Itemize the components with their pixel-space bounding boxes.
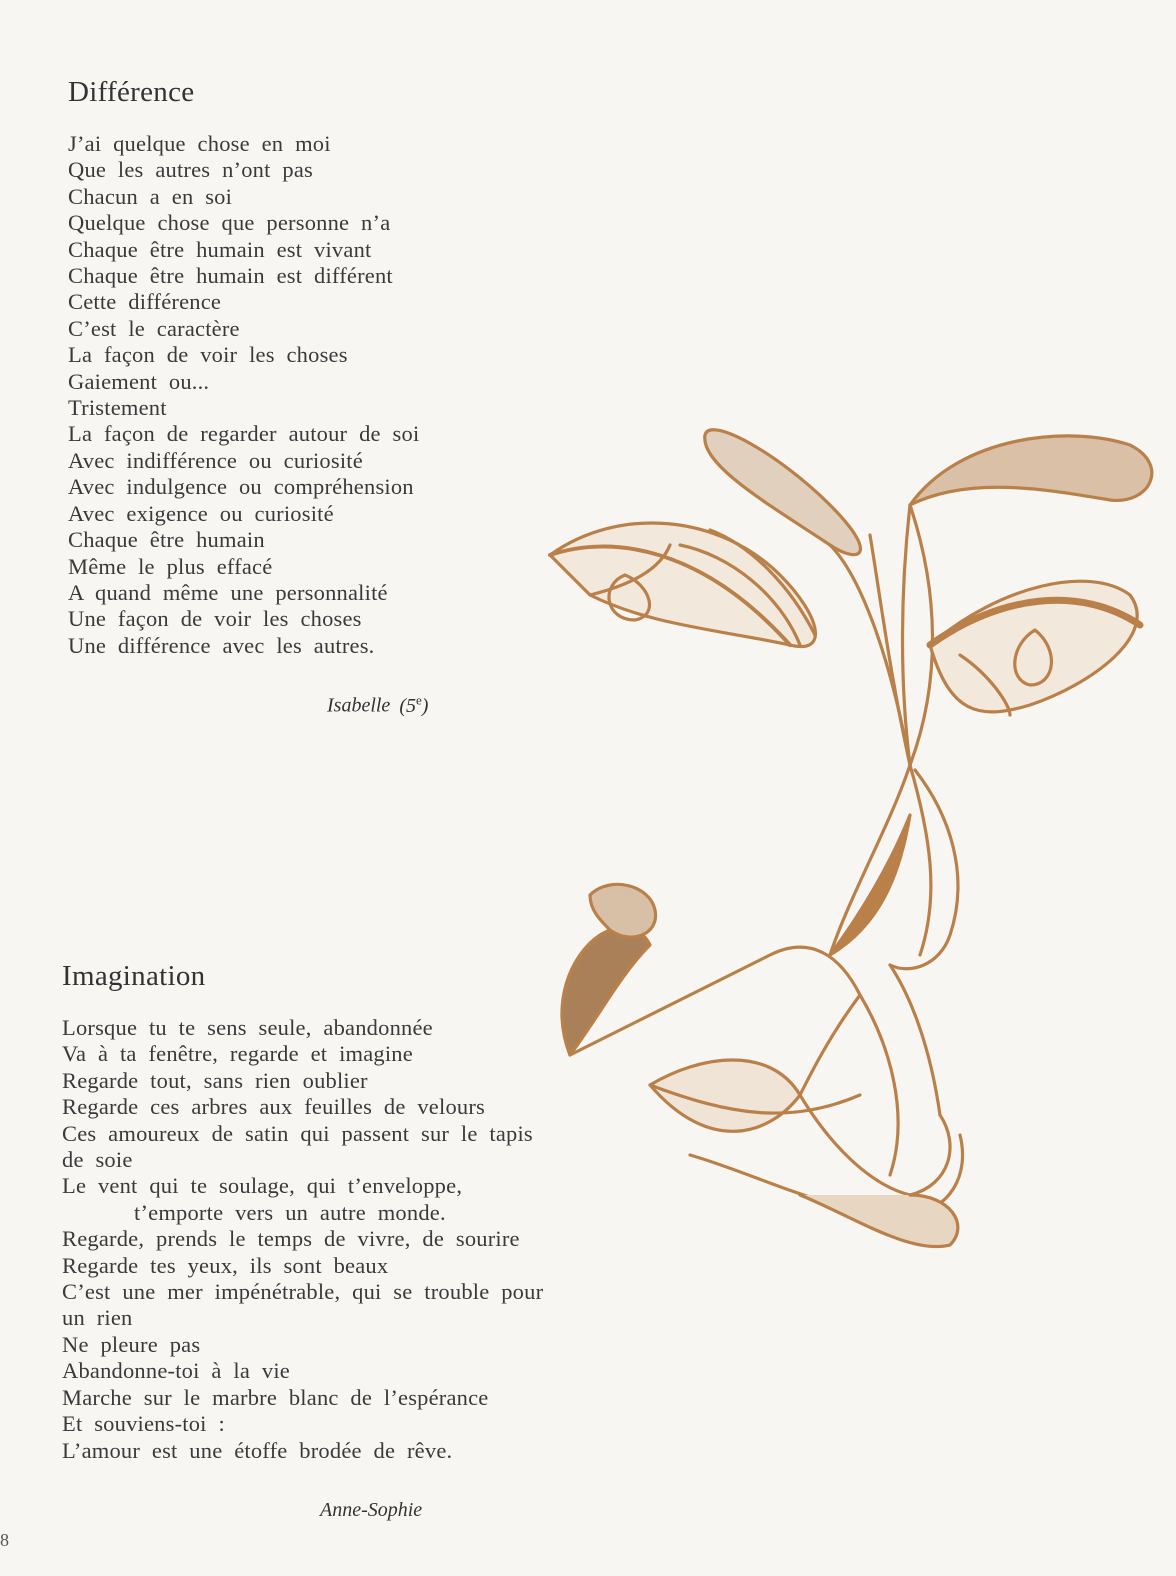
- poem-line: Que les autres n’ont pas: [68, 157, 313, 183]
- curl-end: [590, 884, 656, 937]
- poem-line: Regarde tout, sans rien oublier: [62, 1067, 368, 1093]
- poem-line: La façon de voir les choses: [68, 342, 348, 368]
- poem-line: de soie: [62, 1147, 133, 1173]
- poem-line: Regarde, prends le temps de vivre, de sourire: [62, 1226, 520, 1252]
- poem-line: La façon de regarder autour de soi: [68, 421, 420, 447]
- poem-line: Chaque être humain: [68, 527, 265, 553]
- poem-line: Et souviens-toi :: [62, 1411, 225, 1437]
- poem-author: Anne-Sophie: [320, 1499, 423, 1521]
- poem-line: Une façon de voir les choses: [68, 606, 362, 632]
- poem-line: Tristement: [68, 395, 167, 421]
- poem-line: J’ai quelque chose en moi: [68, 131, 331, 156]
- poem-line: Avec indifférence ou curiosité: [68, 447, 363, 473]
- poem-line: Regarde ces arbres aux feuilles de velours: [62, 1094, 485, 1120]
- face-illustration: [530, 395, 1176, 1295]
- poem-line: Ces amoureux de satin qui passent sur le tapis: [62, 1120, 533, 1146]
- poem-line: Regarde tes yeux, ils sont beaux: [62, 1252, 389, 1278]
- author-name: Isabelle: [327, 694, 391, 717]
- poem-line: Avec exigence ou curiosité: [68, 500, 334, 526]
- poem-line: Gaiement ou...: [68, 368, 210, 394]
- poem-line: Même le plus effacé: [68, 553, 273, 579]
- petal-shape: [910, 436, 1152, 505]
- poem-line: Avec indulgence ou compréhension: [68, 474, 414, 500]
- poem-title: Imagination: [62, 960, 206, 992]
- poem-line: Abandonne-toi à la vie: [62, 1358, 290, 1384]
- petal-shape: [705, 430, 861, 555]
- poem-line: Le vent qui te soulage, qui t’enveloppe,: [62, 1173, 463, 1199]
- poem-line: A quand même une personnalité: [68, 579, 388, 605]
- poem-line: L’amour est une étoffe brodée de rêve.: [62, 1437, 453, 1463]
- chin-shape: [800, 1195, 958, 1247]
- page-number: 8: [0, 1530, 9, 1550]
- poem-line: Chaque être humain est différent: [68, 263, 393, 289]
- author-grade: (5e): [399, 692, 429, 717]
- mouth-shape: [650, 1060, 800, 1131]
- poem-difference: [68, 76, 588, 659]
- poem-author: [327, 692, 428, 718]
- poem-title: Différence: [68, 76, 195, 108]
- poem-lines: [68, 131, 588, 659]
- nose-shape: [830, 815, 910, 955]
- poem-line: Cette différence: [68, 289, 222, 315]
- poem-line: C’est une mer impénétrable, qui se trouble pour: [62, 1279, 544, 1305]
- poem-line: Lorsque tu te sens seule, abandonnée: [62, 1015, 433, 1040]
- poem-line: t’emporte vers un autre monde.: [134, 1199, 446, 1225]
- poem-line: Chacun a en soi: [68, 183, 233, 209]
- poem-line: Chaque être humain est vivant: [68, 236, 372, 262]
- poem-line: un rien: [62, 1305, 133, 1331]
- poem-line: Va à ta fenêtre, regarde et imagine: [62, 1041, 413, 1067]
- poem-line: Ne pleure pas: [62, 1331, 201, 1357]
- poem-line: Quelque chose que personne n’a: [68, 210, 391, 236]
- poem-line: Marche sur le marbre blanc de l’espérance: [62, 1384, 489, 1410]
- poem-line: C’est le caractère: [68, 315, 240, 341]
- poem-line: Une différence avec les autres.: [68, 632, 375, 658]
